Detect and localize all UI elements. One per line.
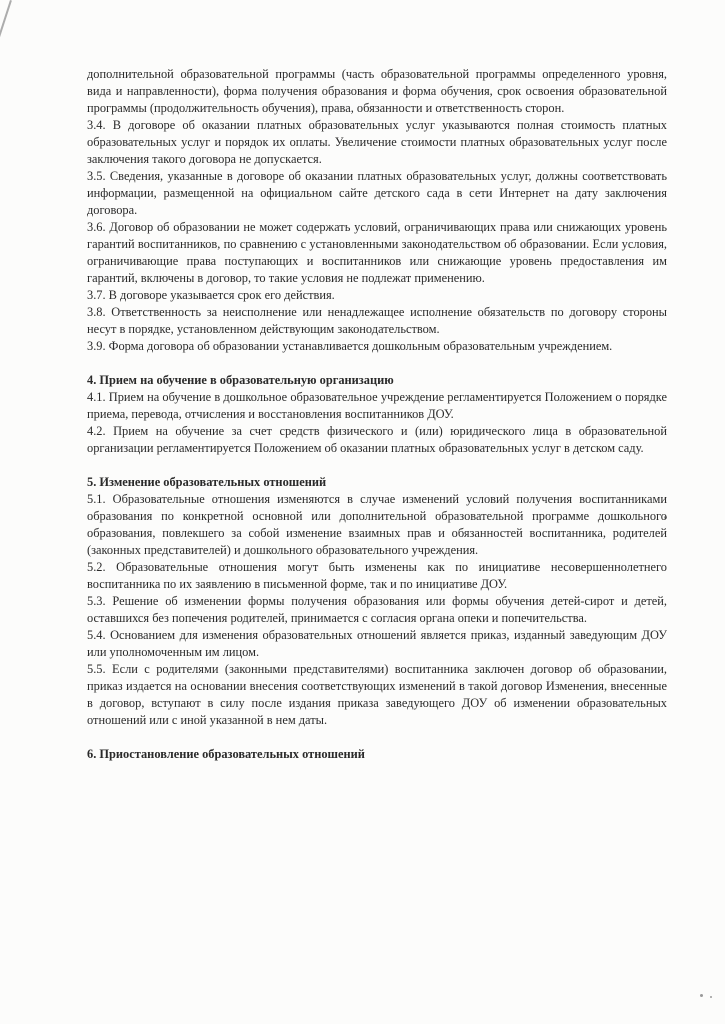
paragraph-5-4: 5.4. Основанием для изменения образовательных отношений является приказ, изданный заведующим ДОУ или уполномоченным им лицом. [87, 628, 667, 659]
scan-edge-mark [0, 0, 12, 72]
document-body [87, 66, 667, 763]
section-gap [87, 729, 667, 746]
paragraph-intro: дополнительной образовательной программы (часть образовательной программы определенного уровня, вида и направленности), форма получения образования и форма обучения, срок освоения образовательной программы (продолжительность обучения), права, обязанности и ответственность сторон. [87, 67, 667, 115]
paragraph-5-1: 5.1. Образовательные отношения изменяются в случае изменений условий получения воспитанниками образования по конкретной основной или дополнительной образовательной программе дошкольного образования, повлекшего за собой изменение взаимных прав и обязанностей воспитанника, родителей (законных представителей) и дошкольного образовательного учреждения. [87, 492, 667, 557]
paragraph-5-3: 5.3. Решение об изменении формы получения образования или формы обучения детей-сирот и детей, оставшихся без попечения родителей, принимается с согласия органа опеки и попечительства. [87, 594, 667, 625]
paragraph-3-7: 3.7. В договоре указывается срок его действия. [87, 288, 335, 302]
paragraph-3-6: 3.6. Договор об образовании не может содержать условий, ограничивающих права или снижающих уровень гарантий воспитанников, по сравнению с установленными законодательством об образовании. Если условия, ограничивающие права поступающих и воспитанников или снижающие уровень предоставления им гарантий, включены в договор, то такие условия не подлежат применению. [87, 220, 667, 285]
section-gap [87, 355, 667, 372]
paragraph-5-5: 5.5. Если с родителями (законными представителями) воспитанника заключен договор об образовании, приказ издается на основании внесения соответствующих изменений в такой договор Изменения, внесенные в договор, вступают в силу после издания приказа заведующего ДОУ об изменении образовательных отношений или с иной указанной в нем даты. [87, 662, 667, 727]
section-6-heading: 6. Приостановление образовательных отношений [87, 747, 365, 761]
paragraph-3-5: 3.5. Сведения, указанные в договоре об оказании платных образовательных услуг, должны соответствовать информации, размещенной на официальном сайте детского сада в сети Интернет на дату заключения договора. [87, 169, 667, 217]
section-gap [87, 457, 667, 474]
scan-speck [710, 996, 712, 998]
paragraph-5-2: 5.2. Образовательные отношения могут быть изменены как по инициативе несовершеннолетнего воспитанника по их заявлению в письменной форме, так и по инициативе ДОУ. [87, 560, 667, 591]
paragraph-4-2: 4.2. Прием на обучение за счет средств физического и (или) юридического лица в образовательной организации регламентируется Положением об оказании платных образовательных услуг в детском саду. [87, 424, 667, 455]
paragraph-4-1: 4.1. Прием на обучение в дошкольное образовательное учреждение регламентируется Положением о порядке приема, перевода, отчисления и восстановления воспитанников ДОУ. [87, 390, 667, 421]
paragraph-3-8: 3.8. Ответственность за неисполнение или ненадлежащее исполнение обязательств по договору стороны несут в порядке, установленном действующим законодательством. [87, 305, 667, 336]
paragraph-3-9: 3.9. Форма договора об образовании устанавливается дошкольным образовательным учреждением. [87, 339, 613, 353]
section-4-heading: 4. Прием на обучение в образовательную организацию [87, 373, 394, 387]
section-5-heading: 5. Изменение образовательных отношений [87, 475, 327, 489]
scan-speck [700, 994, 703, 997]
paragraph-3-4: 3.4. В договоре об оказании платных образовательных услуг указываются полная стоимость платных образовательных услуг и порядок их оплаты. Увеличение стоимости платных образовательных услуг после заключения такого договора не допускается. [87, 118, 667, 166]
